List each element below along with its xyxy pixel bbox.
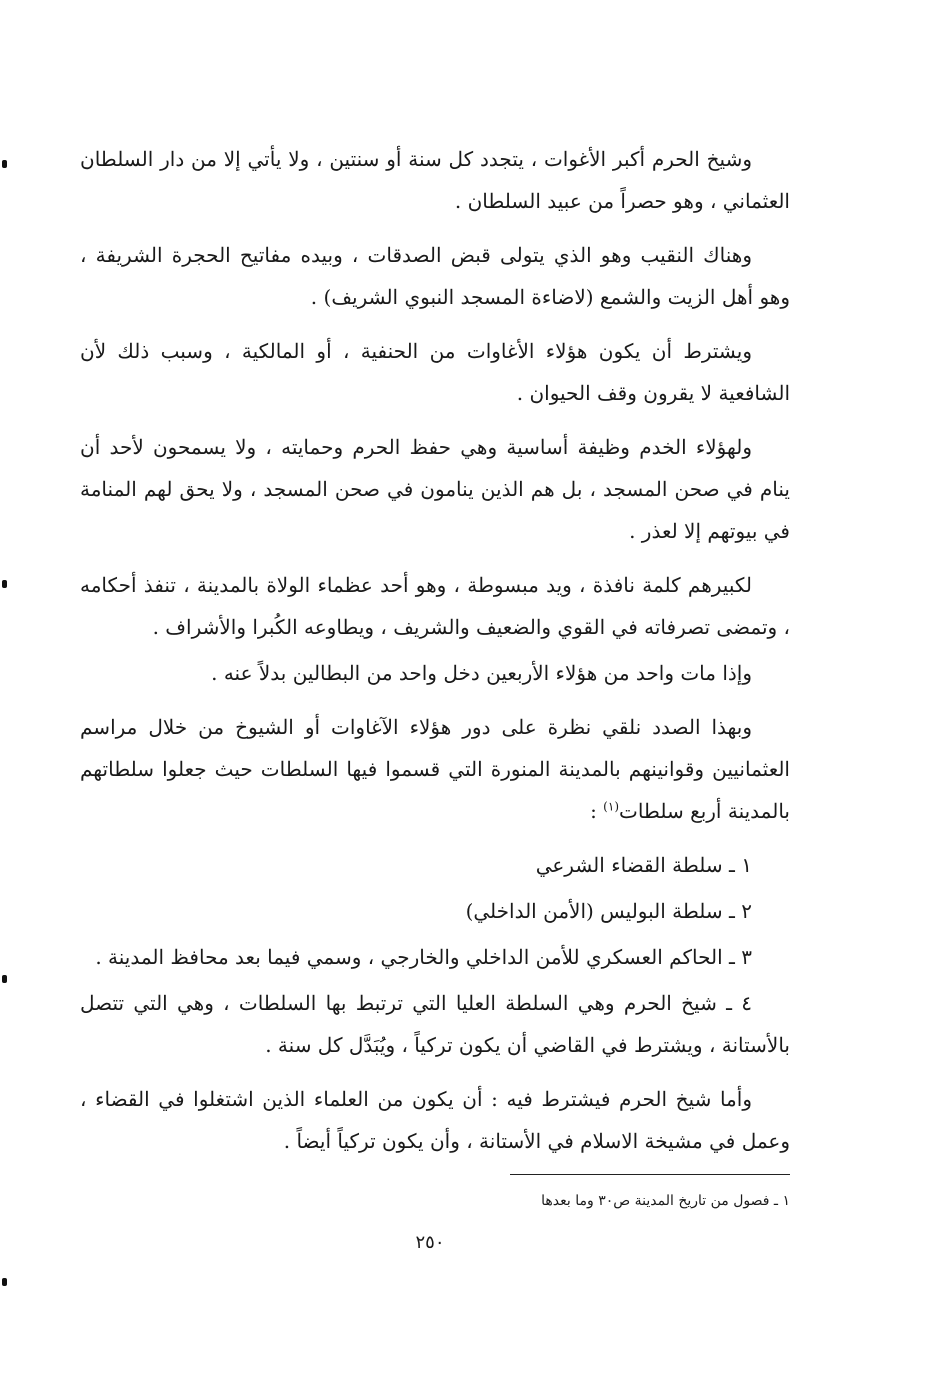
paragraph-tail: : <box>590 799 604 823</box>
paragraph-with-footnote <box>80 706 790 832</box>
footnote-divider <box>510 1174 790 1175</box>
footnote-reference: (١) <box>603 799 619 814</box>
margin-mark <box>2 975 7 983</box>
list-item: ٤ ـ شيخ الحرم وهي السلطة العليا التي ترتبط بها السلطات ، وهي التي تتصل بالأستانة ، ويشترط في القاضي أن يكون تركياً ، ويُبَدَّل كل سنة . <box>80 991 790 1057</box>
paragraph: ويشترط أن يكون هؤلاء الأغاوات من الحنفية ، أو المالكية ، وسبب ذلك لأن الشافعية لا يقرون وقف الحيوان . <box>80 339 790 405</box>
margin-mark <box>2 160 7 168</box>
footnote: ١ ـ فصول من تاريخ المدينة ص٣٠ وما بعدها <box>541 1193 790 1209</box>
paragraph: ولهؤلاء الخدم وظيفة أساسية وهي حفظ الحرم وحمايته ، ولا يسمحون لأحد أن ينام في صحن المسجد ، بل هم الذين ينامون في صحن المسجد ، ولا يحق لهم المنامة في بيوتهم إلا لعذر . <box>80 435 790 543</box>
paragraph: وإذا مات واحد من هؤلاء الأربعين دخل واحد من البطالين بدلاً عنه . <box>211 661 752 685</box>
paragraph: لكبيرهم كلمة نافذة ، ويد مبسوطة ، وهو أحد عظماء الولاة بالمدينة ، تنفذ أحكامه ، وتمضى تصرفاته في القوي والضعيف والشريف ، ويطاوعه الكُبرا والأشراف . <box>80 573 790 639</box>
page-body <box>80 138 790 1174</box>
margin-mark <box>2 580 7 588</box>
list-item: ١ ـ سلطة القضاء الشرعي <box>535 853 752 877</box>
list-item: ٢ ـ سلطة البوليس (الأمن الداخلي) <box>465 899 752 923</box>
paragraph: وشيخ الحرم أكبر الأغوات ، يتجدد كل سنة أو سنتين ، ولا يأتي إلا من دار السلطان العثماني ، وهو حصراً من عبيد السلطان . <box>80 147 790 213</box>
page-number: ٢٥٠ <box>415 1232 445 1253</box>
margin-mark <box>2 1278 7 1286</box>
closing-paragraph: وأما شيخ الحرم فيشترط فيه : أن يكون من العلماء الذين اشتغلوا في القضاء ، وعمل في مشيخة الاسلام في الأستانة ، وأن يكون تركياً أيضاً . <box>80 1087 790 1153</box>
paragraph: وهناك النقيب وهو الذي يتولى قبض الصدقات ، وبيده مفاتيح الحجرة الشريفة ، وهو أهل الزيت والشمع (لاضاءة المسجد النبوي الشريف) . <box>80 243 790 309</box>
paragraph-text: وبهذا الصدد نلقي نظرة على دور هؤلاء الآغاوات أو الشيوخ من خلال مراسم العثمانيين وقوانينهم بالمدينة المنورة التي قسموا فيها السلطات حيث جعلوا سلطاتهم بالمدينة أربع سلطات <box>80 715 790 823</box>
list-item: ٣ ـ الحاكم العسكري للأمن الداخلي والخارجي ، وسمي فيما بعد محافظ المدينة . <box>95 945 752 969</box>
